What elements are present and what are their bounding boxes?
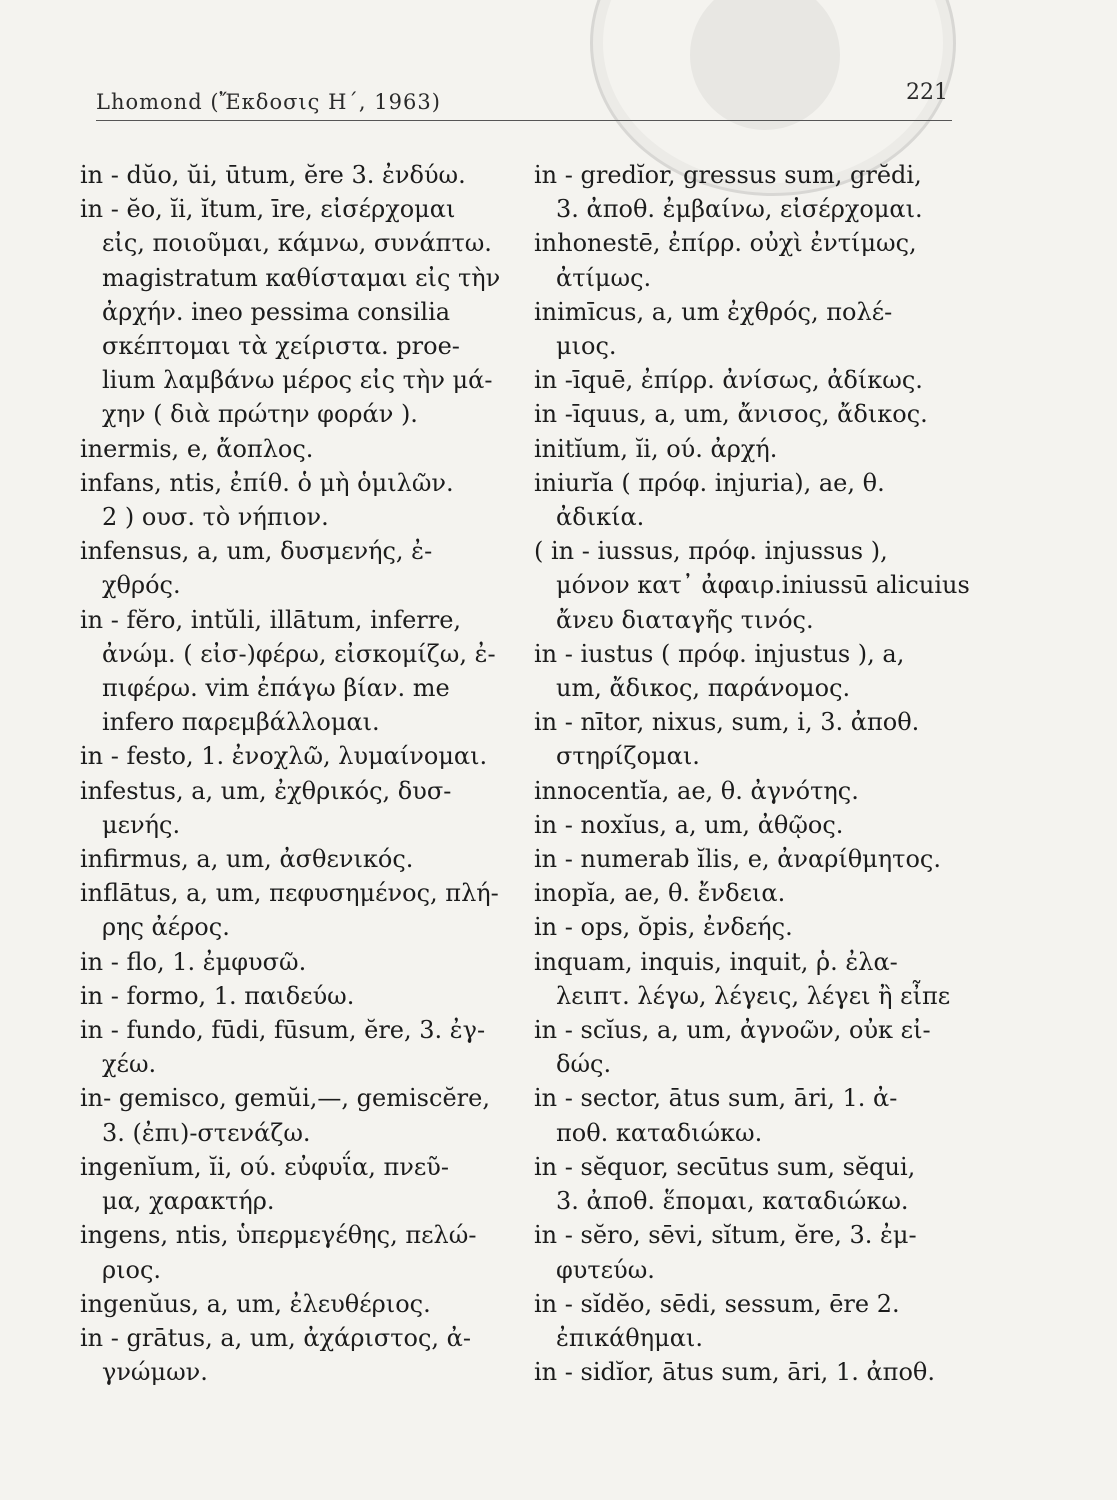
dictionary-line: in - ĕo, ĭi, ĭtum, īre, εἰσέρχομαι [80,195,456,224]
dictionary-line: in - sĕro, sēvi, sĭtum, ĕre, 3. ἐμ- [534,1221,917,1250]
dictionary-line: ingens, ntis, ὑπερμεγέθης, πελώ- [80,1221,477,1250]
dictionary-line: infans, ntis, ἐπίθ. ὁ μὴ ὁμιλῶν. [80,468,454,497]
dictionary-line: in - grātus, a, um, ἀχάριστος, ἀ- [80,1323,471,1352]
dictionary-line: ἀτίμως. [556,263,652,292]
dictionary-line: infensus, a, um, δυσμενής, ἐ- [80,537,433,566]
dictionary-line: ἀρχήν. ineo pessima consilia [102,297,451,326]
dictionary-line: in - scĭus, a, um, ἀγνοῶν, οὐκ εἰ- [534,1016,931,1045]
page-header [96,80,952,121]
dictionary-line: πιφέρω. vim ἐπάγω βίαν. me [102,674,450,703]
dictionary-line: ingenĭum, ĭi, ού. εὐφυΐα, πνεῦ- [80,1152,449,1181]
dictionary-line: innocentĭa, ae, θ. ἀγνότης. [534,776,859,805]
dictionary-line: 3. ἀποθ. ἕπομαι, καταδιώκω. [556,1187,909,1216]
dictionary-line: γνώμων. [102,1358,208,1387]
dictionary-line: 2 ) ουσ. τὸ νήπιον. [102,503,329,532]
dictionary-line: inimīcus, a, um ἐχθρός, πολέ- [534,297,893,326]
dictionary-line: in - gredĭor, gressus sum, grĕdi, [534,161,922,189]
dictionary-line: inermis, e, ἄοπλος. [80,434,314,463]
dictionary-line: in -īquē, ἐπίρρ. ἀνίσως, ἀδίκως. [534,366,923,395]
dictionary-line: magistratum καθίσταμαι εἰς τὴν [102,263,501,292]
dictionary-line: inopĭa, ae, θ. ἔνδεια. [534,879,786,908]
dictionary-line: μόνον κατ᾽ ἀφαιρ.iniussū alicuius [556,571,970,600]
dictionary-line: μενής. [102,810,181,839]
dictionary-line: in -īquus, a, um, ἄνισος, ἄδικος. [534,400,928,429]
dictionary-line: in - fundo, fūdi, fūsum, ĕre, 3. ἐγ- [80,1016,486,1045]
dictionary-line: ριος. [102,1255,162,1284]
dictionary-line: inflātus, a, um, πεφυσημένος, πλή- [80,879,499,908]
dictionary-line: ἐπικάθημαι. [556,1323,703,1352]
dictionary-line: iniurĭa ( πρόφ. injuria), ae, θ. [534,468,885,497]
dictionary-line: εἰς, ποιοῦμαι, κάμνω, συνάπτω. [102,229,492,258]
dictionary-line: in - flo, 1. ἐμφυσῶ. [80,947,307,976]
dictionary-line: in - ops, ŏpis, ἐνδεής. [534,913,793,942]
dictionary-line: μιος. [556,332,617,361]
dictionary-line: φυτεύω. [556,1255,655,1284]
dictionary-line: in - fĕro, intŭli, illātum, inferre, [80,605,462,634]
dictionary-line: στηρίζομαι. [556,742,700,771]
dictionary-line: inhonestē, ἐπίρρ. οὐχὶ ἐντίμως, [534,229,917,258]
dictionary-line: initĭum, ĭi, ού. ἀρχή. [534,434,778,463]
dictionary-line: 3. ἀποθ. ἐμβαίνω, εἰσέρχομαι. [556,195,923,224]
running-title: Lhomond (Ἔκδοσις Η΄, 1963) [96,90,441,114]
dictionary-line: in - sĕquor, secūtus sum, sĕqui, [534,1152,916,1181]
dictionary-line: χέω. [102,1050,157,1079]
dictionary-line: ἀνώμ. ( εἰσ-)φέρω, εἰσκομίζω, ἐ- [102,639,496,668]
dictionary-line: μα, χαρακτήρ. [102,1187,275,1216]
dictionary-line: ingenŭus, a, um, ἐλευθέριος. [80,1289,431,1318]
dictionary-line: in- gemisco, gemŭi,—, gemiscĕre, [80,1084,490,1113]
dictionary-line: λειπτ. λέγω, λέγεις, λέγει ἢ εἶπε [556,981,951,1010]
dictionary-line: in - festo, 1. ἐνοχλῶ, λυμαίνομαι. [80,742,488,771]
dictionary-line: in - formo, 1. παιδεύω. [80,981,355,1010]
dictionary-line: σκέπτομαι τὰ χείριστα. proe- [102,332,460,361]
dictionary-line: ρης ἀέρος. [102,913,230,942]
dictionary-line: lium λαμβάνω μέρος εἰς τὴν μά- [102,366,493,395]
dictionary-line: 3. (ἐπι)-στενάζω. [102,1118,311,1147]
dictionary-line: χην ( διὰ πρώτην φοράν ). [102,400,418,429]
dictionary-line: ποθ. καταδιώκω. [556,1118,763,1147]
dictionary-line: in - sector, ātus sum, āri, 1. ἀ- [534,1084,898,1113]
dictionary-line: in - dŭo, ŭi, ūtum, ĕre 3. ἐνδύω. [80,161,466,189]
dictionary-line: in - iustus ( πρόφ. injustus ), a, [534,639,905,668]
dictionary-line: in - nītor, nixus, sum, i, 3. ἀποθ. [534,708,920,737]
dictionary-line: um, ἄδικος, παράνομος. [556,674,851,703]
dictionary-line: in - sĭdĕo, sēdi, sessum, ēre 2. [534,1289,900,1318]
dictionary-line: in - noxĭus, a, um, ἀθῷος. [534,810,844,839]
page-number: 221 [906,80,948,105]
dictionary-line: χθρός. [102,571,181,600]
dictionary-line: infero παρεμβάλλομαι. [102,708,380,737]
dictionary-line: inquam, inquis, inquit, ῥ. ἐλα- [534,947,898,976]
dictionary-line: infestus, a, um, ἐχθρικός, δυσ- [80,776,452,805]
left-column [80,158,510,1389]
dictionary-line: ἀδικία. [556,503,645,532]
right-column [534,158,970,1389]
dictionary-line: δώς. [556,1050,612,1079]
dictionary-line: ἄνευ διαταγῆς τινός. [556,605,814,634]
dictionary-line: in - numerab ĭlis, e, ἀναρίθμητος. [534,845,941,874]
dictionary-line: infirmus, a, um, ἀσθενικός. [80,845,414,874]
dictionary-line: ( in - iussus, πρόφ. injussus ), [534,537,888,566]
dictionary-line: in - sidĭor, ātus sum, āri, 1. ἀποθ. [534,1358,935,1387]
